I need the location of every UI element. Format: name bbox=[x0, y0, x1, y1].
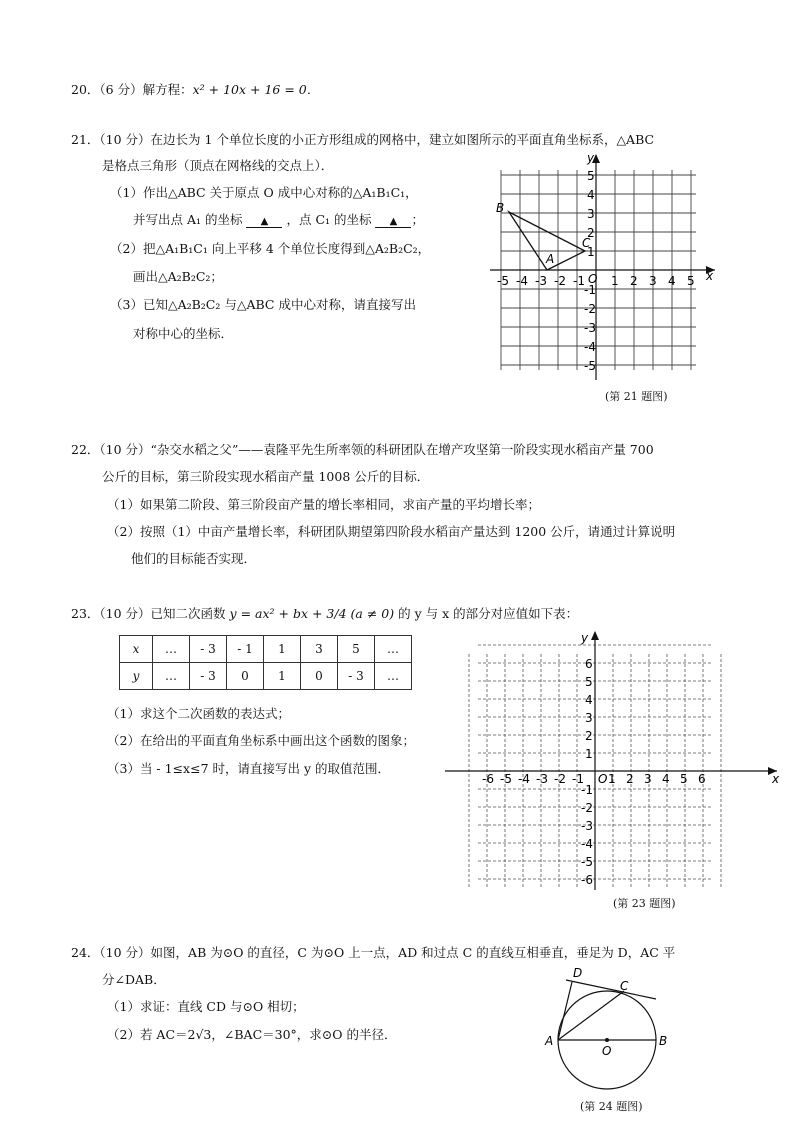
y-tick-label: 3 bbox=[587, 207, 595, 221]
x-tick-label: -5 bbox=[500, 772, 512, 786]
x-tick-label: 6 bbox=[698, 772, 706, 786]
q24-circle-figure bbox=[540, 960, 670, 1096]
x-tick-label: 1 bbox=[608, 772, 616, 786]
q22-part2: （2）按照（1）中亩产量增长率，科研团队期望第四阶段水稻亩产量达到 1200 公斤，请通过计算说明 bbox=[107, 524, 676, 539]
point-b-label: B bbox=[496, 201, 505, 215]
x-tick-label: -2 bbox=[554, 772, 566, 786]
q20-score: （6 分） bbox=[99, 82, 143, 97]
y-tick-label: -4 bbox=[584, 340, 596, 354]
x-label: x bbox=[772, 772, 780, 786]
q24-line1: 24．（10 分）如图，AB 为⊙O 的直径，C 为⊙O 上一点，AD 和过点 C 的直线互相垂直，垂足为 D，AC 平 bbox=[71, 945, 676, 960]
y-label: y bbox=[581, 631, 589, 645]
x-tick-label: 3 bbox=[644, 772, 652, 786]
q21-line2: 是格点三角形（顶点在网格线的交点上）． bbox=[102, 158, 334, 173]
x-tick-label: -3 bbox=[536, 772, 548, 786]
y-tick-label: -3 bbox=[584, 321, 596, 335]
y-tick-label: 5 bbox=[587, 169, 595, 183]
q23-part2: （2）在给出的平面直角坐标系中画出这个函数的图象； bbox=[107, 733, 415, 748]
answer-blank: ▲ bbox=[246, 216, 282, 228]
x-tick-label: -1 bbox=[573, 274, 585, 288]
y-tick-label: 6 bbox=[585, 657, 593, 671]
point-c-label: C bbox=[582, 236, 591, 250]
point-o-label: O bbox=[602, 1044, 612, 1058]
answer-blank: ▲ bbox=[375, 216, 411, 228]
x-tick-label: 2 bbox=[626, 772, 634, 786]
x-tick-label: -3 bbox=[535, 274, 547, 288]
y-tick-label: -2 bbox=[581, 801, 593, 815]
y-tick-label: -1 bbox=[584, 283, 596, 297]
y-tick-label: -4 bbox=[581, 837, 593, 851]
tick-labels-23 bbox=[482, 657, 706, 887]
y-label: y bbox=[587, 151, 595, 165]
x-tick-label: -4 bbox=[516, 274, 528, 288]
q22-line2: 公斤的目标，第三阶段实现水稻亩产量 1008 公斤的目标． bbox=[102, 469, 430, 484]
y-tick-label: -2 bbox=[584, 302, 596, 316]
y-tick-label: 2 bbox=[587, 226, 595, 240]
origin-label: O bbox=[598, 772, 608, 786]
y-tick-label: -1 bbox=[581, 783, 593, 797]
x-tick-label: -1 bbox=[572, 772, 584, 786]
point-c-label: C bbox=[620, 979, 629, 993]
y-tick-label: 1 bbox=[587, 245, 595, 259]
point-a-label: A bbox=[546, 252, 555, 266]
q20 bbox=[71, 80, 319, 98]
x-tick-label: -5 bbox=[497, 274, 509, 288]
y-tick-label: -5 bbox=[584, 359, 596, 373]
x-tick-label: 1 bbox=[611, 274, 619, 288]
x-tick-label: 4 bbox=[662, 772, 670, 786]
q24-part1: （1）求证：直线 CD 与⊙O 相切； bbox=[107, 999, 305, 1014]
q22-line1: 22．（10 分）“杂交水稻之父”——袁隆平先生所率领的科研团队在增产攻坚第一阶段实现水稻亩产量 700 bbox=[71, 442, 654, 457]
y-tick-label: 2 bbox=[585, 729, 593, 743]
q21-caption: (第 21 题图) bbox=[605, 390, 668, 403]
q20-equation: x² + 10x + 16 = 0． bbox=[192, 82, 320, 97]
y-tick-label: 4 bbox=[587, 188, 595, 202]
x-tick-label: -2 bbox=[554, 274, 566, 288]
q23-part1: （1）求这个二次函数的表达式； bbox=[107, 706, 290, 721]
y-tick-label: -3 bbox=[581, 819, 593, 833]
q21-part3: （3）已知△A₂B₂C₂ 与△ABC 成中心对称，请直接写出 bbox=[110, 297, 416, 312]
q23-function: y = ax² + bx + 3/4 (a ≠ 0) bbox=[229, 606, 395, 621]
y-tick-label: 3 bbox=[585, 711, 593, 725]
origin-label: O bbox=[588, 272, 598, 286]
table-row: x … - 3 - 1 1 3 5 … bbox=[120, 636, 412, 663]
q23-part3: （3）当 - 1≤x≤7 时，请直接写出 y 的取值范围． bbox=[107, 761, 391, 776]
y-tick-label: 5 bbox=[585, 675, 593, 689]
value-table bbox=[119, 635, 412, 690]
q21-part1-b: 并写出点 A₁ 的坐标 ▲ ，点 C₁ 的坐标 ▲ ； bbox=[133, 212, 424, 227]
y-tick-label: -6 bbox=[581, 873, 593, 887]
q23-grid-figure bbox=[445, 628, 785, 890]
q21-part3-b: 对称中心的坐标． bbox=[133, 326, 234, 341]
y-tick-label: -5 bbox=[581, 855, 593, 869]
x-tick-label: 5 bbox=[687, 274, 695, 288]
q21-grid-figure bbox=[490, 150, 720, 380]
point-a-label: A bbox=[545, 1034, 554, 1048]
point-b-label: B bbox=[659, 1034, 668, 1048]
y-tick-label: 4 bbox=[585, 693, 593, 707]
q23-line1: 23．（10 分）已知二次函数 y = ax² + bx + 3/4 (a ≠ 0) 的 y 与 x 的部分对应值如下表： bbox=[71, 606, 579, 621]
point-d-label: D bbox=[573, 966, 583, 980]
y-tick-label: 1 bbox=[585, 747, 593, 761]
q20-text: 解方程： bbox=[142, 82, 193, 97]
x-label: x bbox=[706, 269, 714, 283]
x-tick-label: 3 bbox=[649, 274, 657, 288]
q21-part1: （1）作出△ABC 关于原点 O 成中心对称的△A₁B₁C₁， bbox=[110, 185, 418, 200]
x-tick-label: -6 bbox=[482, 772, 494, 786]
x-tick-label: -4 bbox=[518, 772, 530, 786]
table-row: y … - 3 0 1 0 - 3 … bbox=[120, 663, 412, 690]
x-tick-label: 2 bbox=[630, 274, 638, 288]
x-tick-label: 4 bbox=[668, 274, 676, 288]
x-tick-label: 5 bbox=[680, 772, 688, 786]
q21-line1: 21．（10 分）在边长为 1 个单位长度的小正方形组成的网格中，建立如图所示的平面直角坐标系，△ABC bbox=[71, 132, 655, 147]
q24-line2: 分∠DAB． bbox=[102, 972, 166, 987]
q24-caption: (第 24 题图) bbox=[580, 1100, 643, 1113]
q21-part2-b: 画出△A₂B₂C₂； bbox=[133, 269, 223, 284]
q24-part2: （2）若 AC＝2√3，∠BAC＝30°，求⊙O 的半径． bbox=[107, 1027, 397, 1042]
center-dot bbox=[605, 1038, 609, 1042]
tangent-line-cd bbox=[566, 980, 656, 999]
q22-part2-b: 他们的目标能否实现． bbox=[131, 551, 257, 566]
q21-part2: （2）把△A₁B₁C₁ 向上平移 4 个单位长度得到△A₂B₂C₂， bbox=[110, 241, 431, 256]
q20-number: 20． bbox=[71, 82, 100, 97]
q23-caption: (第 23 题图) bbox=[613, 897, 676, 910]
y-arrow-icon bbox=[591, 631, 599, 640]
q22-part1: （1）如果第二阶段、第三阶段亩产量的增长率相同，求亩产量的平均增长率； bbox=[107, 497, 540, 512]
